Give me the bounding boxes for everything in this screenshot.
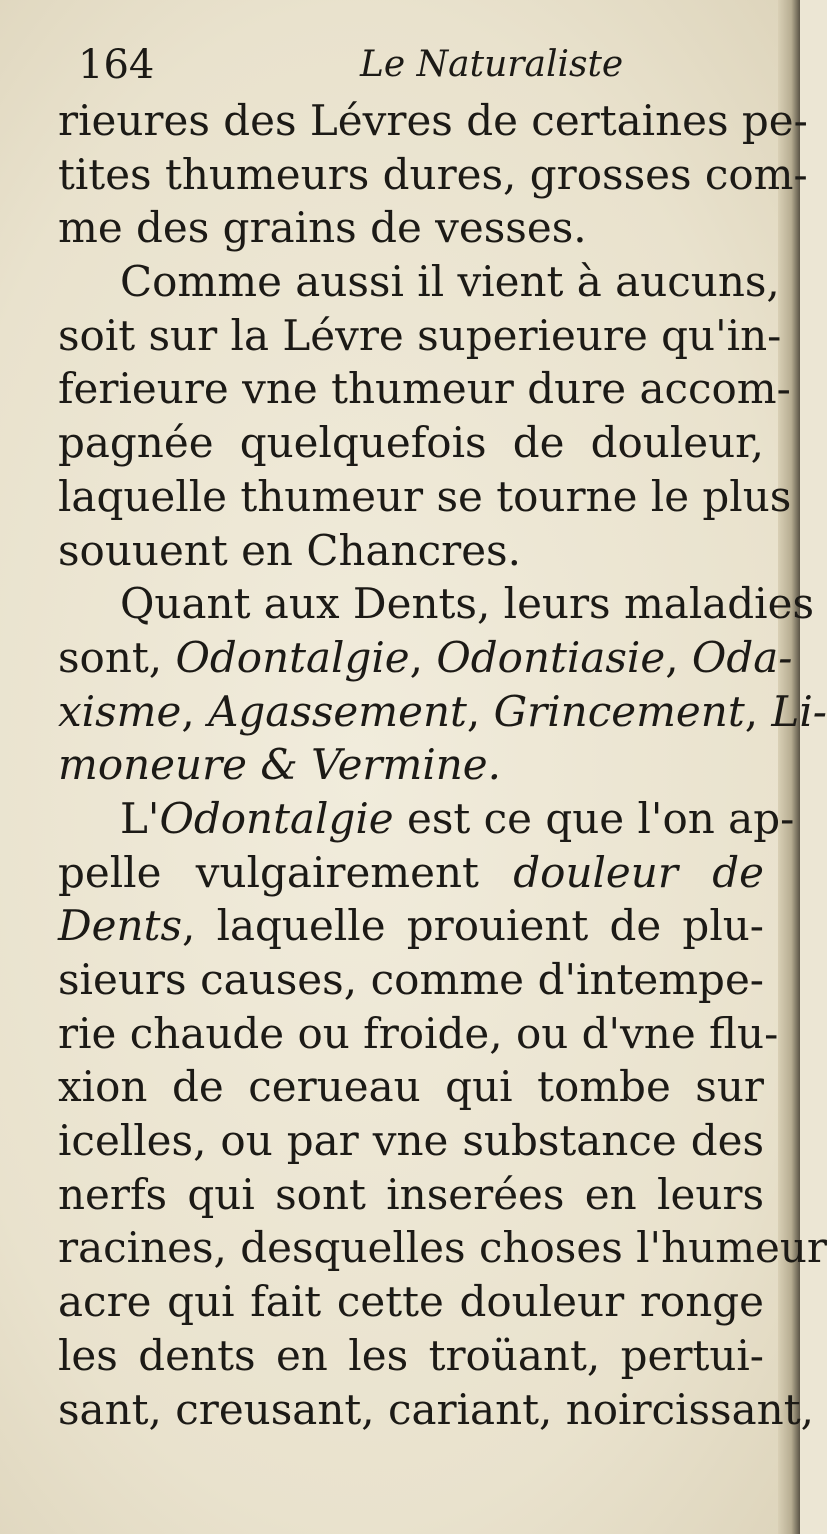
italic-text: Grincement <box>493 686 745 736</box>
text-line <box>58 1007 779 1061</box>
text-segment: , <box>181 686 209 736</box>
text-line <box>58 94 808 148</box>
italic-text: douleur de <box>513 847 764 897</box>
text-line <box>58 524 764 578</box>
text-segment: Comme aussi il vient à aucuns, <box>120 257 780 307</box>
page-number: 164 <box>78 42 155 88</box>
text-segment: icelles, ou par vne substance des <box>58 1116 764 1166</box>
italic-text: Oda- <box>691 632 793 682</box>
text-line <box>58 577 815 631</box>
text-line <box>58 1114 764 1168</box>
text-segment: sant, creusant, cariant, noircissant, <box>58 1384 814 1434</box>
text-segment: , laquelle prouient de plu- <box>182 901 764 951</box>
text-line <box>58 416 764 470</box>
italic-text: xisme <box>58 686 182 736</box>
text-segment: souuent en Chancres. <box>58 525 521 575</box>
text-segment: , <box>409 632 437 682</box>
text-segment: ferieure vne thumeur dure accom- <box>58 364 791 414</box>
text-segment: , <box>744 686 772 736</box>
text-line <box>58 1168 764 1222</box>
text-segment: rieures des Lévres de certaines pe- <box>58 96 808 145</box>
text-segment: xion de cerueau qui tombe sur <box>58 1062 764 1112</box>
text-segment: sont, <box>58 632 176 682</box>
text-segment: pagnée quelquefois de douleur, <box>58 418 764 468</box>
text-segment: laquelle thumeur se tourne le plus <box>58 471 792 521</box>
text-segment: nerfs qui sont inserées en leurs <box>58 1169 764 1219</box>
italic-text: Dents <box>58 901 183 951</box>
text-line <box>58 899 764 953</box>
text-segment: est ce que l'on ap- <box>393 793 795 843</box>
text-line <box>58 255 780 309</box>
running-title: Le Naturaliste <box>360 44 624 85</box>
text-line <box>58 1383 814 1437</box>
body-text <box>58 94 827 1436</box>
text-segment: , <box>665 632 692 682</box>
text-segment: acre qui fait cette douleur ronge <box>58 1277 764 1327</box>
text-segment: L' <box>120 793 160 843</box>
text-line <box>58 953 764 1007</box>
text-segment: , <box>466 686 494 736</box>
italic-text: Agassement <box>208 686 467 736</box>
text-segment: tites thumeurs dures, grosses com- <box>58 149 808 199</box>
text-segment: Quant aux Dents, leurs maladies <box>120 579 815 629</box>
text-line <box>58 470 792 524</box>
italic-text: Odontalgie <box>159 793 394 843</box>
text-line <box>58 1060 764 1114</box>
text-segment: pelle vulgairement <box>58 847 514 897</box>
text-line <box>58 1221 827 1275</box>
text-line <box>58 362 791 416</box>
italic-text: Odontalgie <box>175 632 410 682</box>
text-line <box>58 738 764 792</box>
text-line <box>58 201 764 255</box>
italic-text: moneure & Vermine. <box>58 740 502 790</box>
text-line <box>58 846 764 900</box>
italic-text: Odontiasie <box>436 632 666 682</box>
text-line <box>58 1275 764 1329</box>
text-line <box>58 631 793 685</box>
italic-text: Li- <box>771 686 827 736</box>
text-line <box>58 792 795 846</box>
text-line <box>58 685 827 739</box>
text-segment: racines, desquelles choses l'humeur <box>58 1223 827 1273</box>
text-segment: soit sur la Lévre superieure qu'in- <box>58 310 782 360</box>
text-line <box>58 1329 764 1383</box>
text-segment: rie chaude ou froide, ou d'vne flu- <box>58 1008 779 1058</box>
page-gutter-shadow <box>778 0 800 1534</box>
page-header <box>78 34 758 94</box>
text-segment: me des grains de vesses. <box>58 203 587 253</box>
text-segment: sieurs causes, comme d'intempe- <box>58 955 764 1004</box>
text-segment: les dents en les troüant, pertui- <box>58 1330 764 1380</box>
text-line <box>58 148 808 202</box>
text-line <box>58 309 782 363</box>
